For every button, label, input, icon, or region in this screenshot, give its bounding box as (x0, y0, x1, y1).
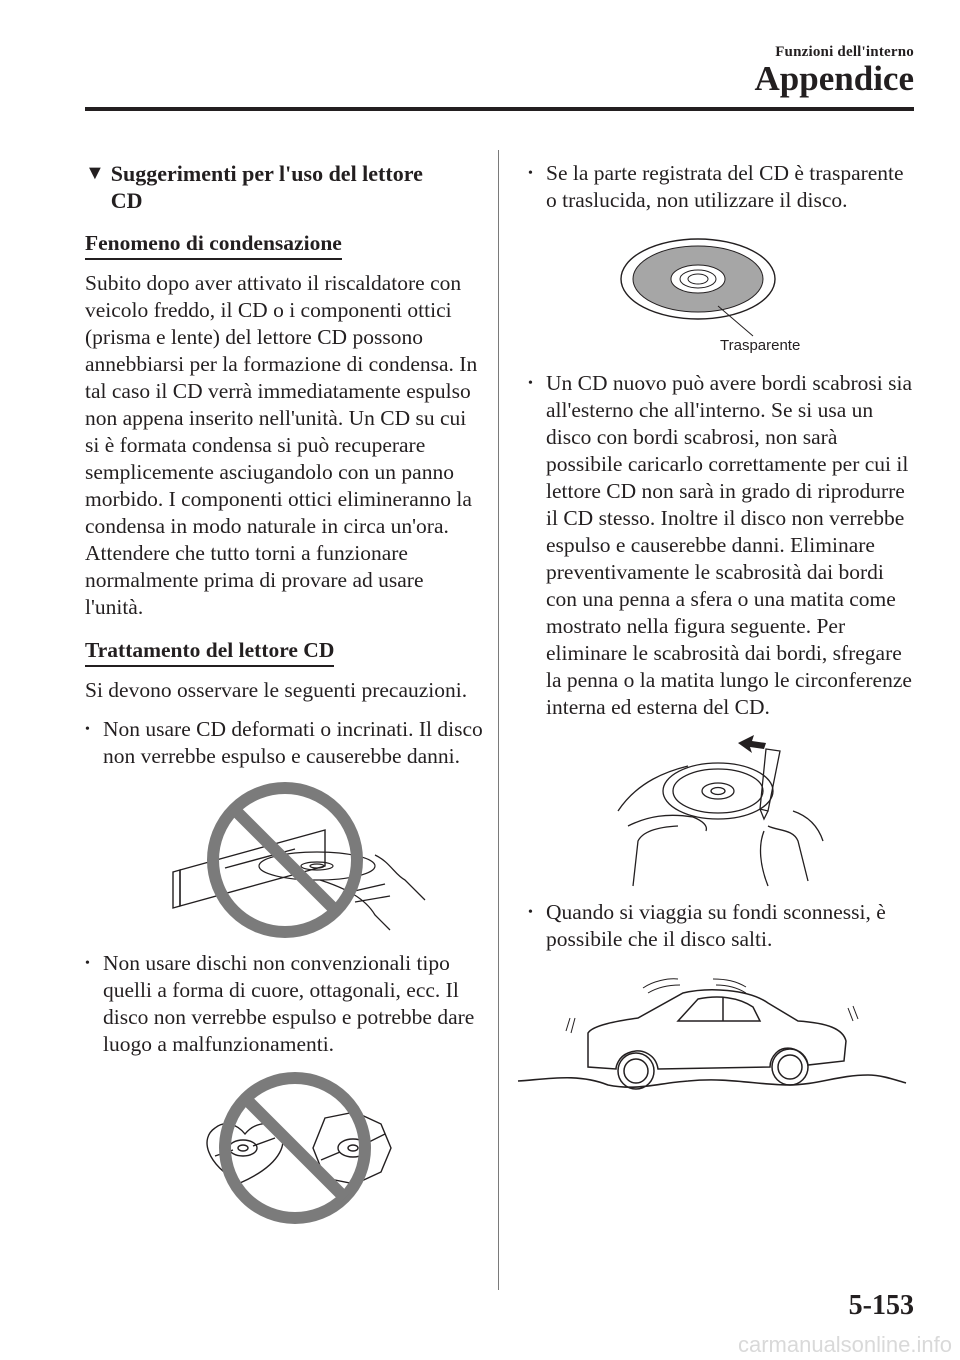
paragraph-condensation: Subito dopo aver attivato il riscaldatore con veicolo freddo, il CD o i componenti ottici (prisma e lente) del lettore CD possono annebbiarsi per la formazione di condensa. In tal caso il CD verrà immediatamente espulso non appena inserito nell'unità. Un CD su cui si è formata condensa si può recuperare semplicemente asciugandolo con un panno morbido. I componenti ottici elimineranno la condensa in modo naturale in circa un'ora. Attendere che tutto torni a funzionare normalmente prima di provare ad usare l'unità. (85, 271, 478, 619)
bullet-rough-roads-text: Quando si viaggia su fondi sconnessi, è possibile che il disco salti. (546, 900, 886, 951)
figure-caption-transparent: Trasparente (720, 337, 801, 354)
bullet-unconventional-cd (85, 950, 485, 1058)
bullet-transparent-cd-text: Se la parte registrata del CD è trasparente o traslucida, non utilizzare il disco. (546, 161, 904, 212)
bullet-icon: • (85, 956, 90, 971)
pen-icon (760, 749, 780, 819)
header-rule (85, 107, 914, 111)
bullet-icon: • (85, 722, 90, 737)
bullet-rough-roads (528, 899, 918, 953)
bullet-icon: • (528, 376, 533, 391)
page-number: 5-153 (848, 1290, 914, 1321)
bumpy-road-line (518, 1075, 906, 1087)
cd-disc-icon (663, 763, 773, 819)
triangle-down-icon: ▼ (85, 162, 105, 184)
left-column (85, 160, 485, 1228)
header-section: Funzioni dell'interno (775, 44, 914, 60)
paragraph-precautions: Si devono osservare le seguenti precauzioni. (85, 678, 468, 702)
bullet-rough-edges-text: Un CD nuovo può avere bordi scabrosi sia all'esterno che all'interno. Se si usa un disco con bordi scabrosi, non sarà possibile caricarlo correttamente per cui il lettore CD non sarà in grado di riprodurre il CD stesso. Inoltre il disco non verrebbe espulso e causerebbe danni. Eliminare preventivamente le scabrosità dai bordi con una penna a sfera o una matita come mostrato nella figura seguente. Per eliminare le scabrosità dai bordi, sfregare la penna o la matita lungo le circonferenze interna ed esterna del CD. (546, 371, 913, 719)
vibration-lines-icon (566, 979, 858, 1033)
smoothing-disc-edges-figure (528, 731, 918, 891)
section-heading (85, 160, 485, 214)
left-hand-icon (618, 766, 706, 886)
section-heading-line1: Suggerimenti per l'uso del lettore (110, 161, 423, 186)
prohibited-deformed-cd-figure (85, 780, 485, 940)
right-hand-icon (761, 811, 823, 886)
transparent-disc-figure (528, 224, 918, 364)
watermark: carmanualsonline.info (737, 1332, 952, 1357)
subheading-condensation: Fenomeno di condensazione (85, 230, 342, 260)
wheel-icon (618, 1049, 808, 1089)
bullet-icon: • (528, 166, 533, 181)
column-divider (498, 150, 499, 1290)
car-icon (588, 990, 846, 1069)
bullet-deformed-cd (85, 716, 485, 770)
bullet-icon: • (528, 905, 533, 920)
header-title: Appendice (754, 59, 914, 98)
bullet-rough-edges (528, 370, 918, 721)
subheading-cd-handling: Trattamento del lettore CD (85, 637, 334, 667)
bullet-unconventional-cd-text: Non usare dischi non convenzionali tipo quelli a forma di cuore, ottagonali, ecc. Il disco non verrebbe espulso e potrebbe dare luogo a malfunzionamenti. (103, 951, 475, 1056)
transparent-cd-icon (621, 239, 775, 319)
right-column (528, 160, 918, 1093)
car-bumpy-road-figure (508, 963, 908, 1093)
prohibition-icon (225, 1078, 365, 1218)
prohibition-icon (213, 788, 357, 932)
prohibited-shaped-discs-figure (85, 1068, 485, 1228)
arrow-icon (738, 735, 766, 753)
bullet-deformed-cd-text: Non usare CD deformati o incrinati. Il disco non verrebbe espulso e causerebbe danni. (103, 717, 483, 768)
bullet-transparent-cd (528, 160, 918, 214)
section-heading-line2: CD (110, 188, 143, 213)
section-heading-text (111, 160, 423, 214)
